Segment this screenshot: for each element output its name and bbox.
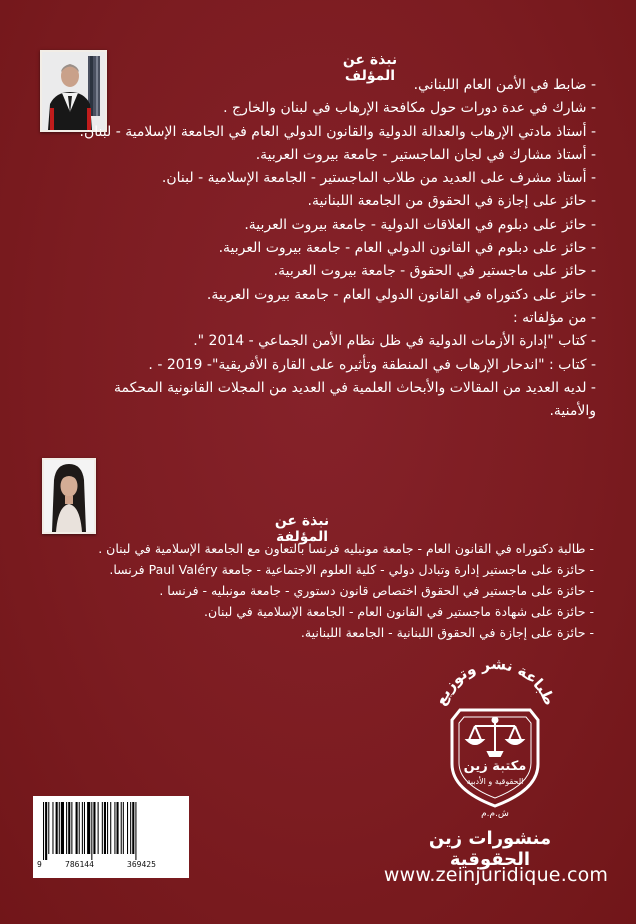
scales-of-justice-icon: [467, 718, 523, 757]
coauthor-photo: [42, 458, 96, 534]
author-bio-item: - حائز على دبلوم في العلاقات الدولية - جامعة بيروت العربية.: [244, 216, 596, 233]
barcode-bar: [117, 802, 119, 854]
barcode-bars: [41, 802, 181, 860]
barcode-bar: [127, 802, 128, 854]
author-bio-item: - حائز على دبلوم في القانون الدولي العام - جامعة بيروت العربية.: [218, 240, 596, 257]
coauthor-bio-item: - حائزة على ماجستير إدارة وتبادل دولي - كلية العلوم الاجتماعية - جامعة Paul Valéry فرنسا.: [109, 562, 594, 577]
barcode-digit-group: 786144: [65, 860, 94, 869]
barcode-bar: [56, 802, 58, 854]
author-bio-item: - أستاذ مشرف على العديد من طلاب الماجستير - الجامعة الإسلامية - لبنان.: [161, 170, 596, 187]
barcode-bar: [107, 802, 108, 854]
coauthor-bio-item: - طالبة دكتوراه في القانون العام - جامعة مونبليه فرنسا بالتعاون مع الجامعة الإسلامية في لبنان .: [98, 541, 594, 556]
barcode-bar: [43, 802, 44, 860]
logo-center-text: مكتبة زين: [463, 759, 527, 774]
logo-initials: ش.م.م: [481, 809, 509, 819]
barcode-bar: [114, 802, 115, 854]
barcode-bar: [68, 802, 70, 854]
barcode-bar: [135, 802, 136, 860]
barcode-bar: [71, 802, 72, 854]
barcode-bar: [76, 802, 78, 854]
author-bio-item: - ضابط في الأمن العام اللبناني.: [413, 77, 596, 93]
barcode-bar: [130, 802, 131, 854]
barcode-bar: [52, 802, 53, 854]
isbn-barcode: [33, 796, 189, 878]
barcode-bar: [59, 802, 60, 854]
barcode-bar: [61, 802, 64, 854]
author-bio-item: - لديه العديد من المقالات والأبحاث العلمية في العديد من المجلات القانونية المحكمة والأمنية.: [114, 379, 596, 420]
barcode-bar: [104, 802, 106, 854]
publisher-website[interactable]: www.zeinjuridique.com: [383, 864, 609, 886]
barcode-bar: [66, 802, 67, 854]
author-bio-item: - كتاب "إدارة الأزمات الدولية في ظل نظام الأمن الجماعي - 2014 ".: [193, 333, 596, 350]
author-bio-list: [76, 74, 596, 423]
author-bio-item: - كتاب : "اندحار الإرهاب في المنطقة وتأثيره على القارة الأفريقية"- 2019 - .: [148, 356, 596, 373]
logo-arc-text: طباعة نشر وتوزيع: [431, 660, 559, 709]
barcode-digit-group: 369425: [127, 860, 156, 869]
author-bio-item: - من مؤلفاته :: [512, 309, 596, 326]
barcode-bar: [87, 802, 90, 854]
barcode-digit-group: 9: [37, 860, 42, 869]
barcode-bar: [123, 802, 124, 854]
barcode-bar: [102, 802, 103, 854]
author-bio-item: - حائز على ماجستير في الحقوق - جامعة بيروت العربية.: [273, 263, 596, 280]
author-bio-item: - أستاذ مادتي الإرهاب والعدالة الدولية والقانون الدولي العام في الجامعة الإسلامية - لبنان.: [79, 123, 596, 140]
barcode-bar: [93, 802, 95, 854]
coauthor-bio-item: - حائزة على شهادة ماجستير في القانون العام - الجامعة الإسلامية في لبنان.: [204, 604, 594, 619]
barcode-bar: [110, 802, 111, 854]
barcode-bar: [98, 802, 99, 854]
coauthor-bio-heading: نبذة عن المؤلفة: [274, 513, 330, 545]
coauthor-bio-item: - حائزة على إجازة في الحقوق اللبنانية - الجامعة اللبنانية.: [300, 625, 594, 640]
barcode-bar: [121, 802, 122, 854]
author-bio-item: - حائز على إجازة في الحقوق من الجامعة اللبنانية.: [307, 193, 596, 210]
author-bio-item: - حائز على دكتوراه في القانون الدولي العام - جامعة بيروت العربية.: [206, 286, 596, 303]
svg-text:طباعة نشر وتوزيع: [431, 660, 559, 708]
barcode-bar: [82, 802, 83, 854]
barcode-bar: [132, 802, 134, 854]
barcode-bar: [84, 802, 85, 854]
barcode-bar: [79, 802, 80, 854]
coauthor-bio-list: [38, 538, 594, 643]
author-bio-heading: نبذة عن المؤلف: [342, 52, 398, 84]
author-bio-item: - أستاذ مشارك في لجان الماجستير - جامعة بيروت العربية.: [255, 146, 596, 163]
author-bio-item: - شارك في عدة دورات حول مكافحة الإرهاب في لبنان والخارج .: [223, 100, 596, 117]
barcode-bar: [48, 802, 49, 854]
barcode-bar: [91, 802, 92, 860]
barcode-digits: [35, 860, 187, 874]
publisher-logo: [420, 660, 570, 820]
coauthor-bio-item: - حائزة على ماجستير في الحقوق اختصاص قانون دستوري - جامعة مونبليه - فرنسا .: [159, 583, 594, 598]
barcode-bar: [45, 802, 47, 860]
logo-bottom-text: الحقوقية و الأدبية: [466, 777, 524, 786]
publisher-name: منشورات زين الحقوقية: [428, 828, 552, 870]
